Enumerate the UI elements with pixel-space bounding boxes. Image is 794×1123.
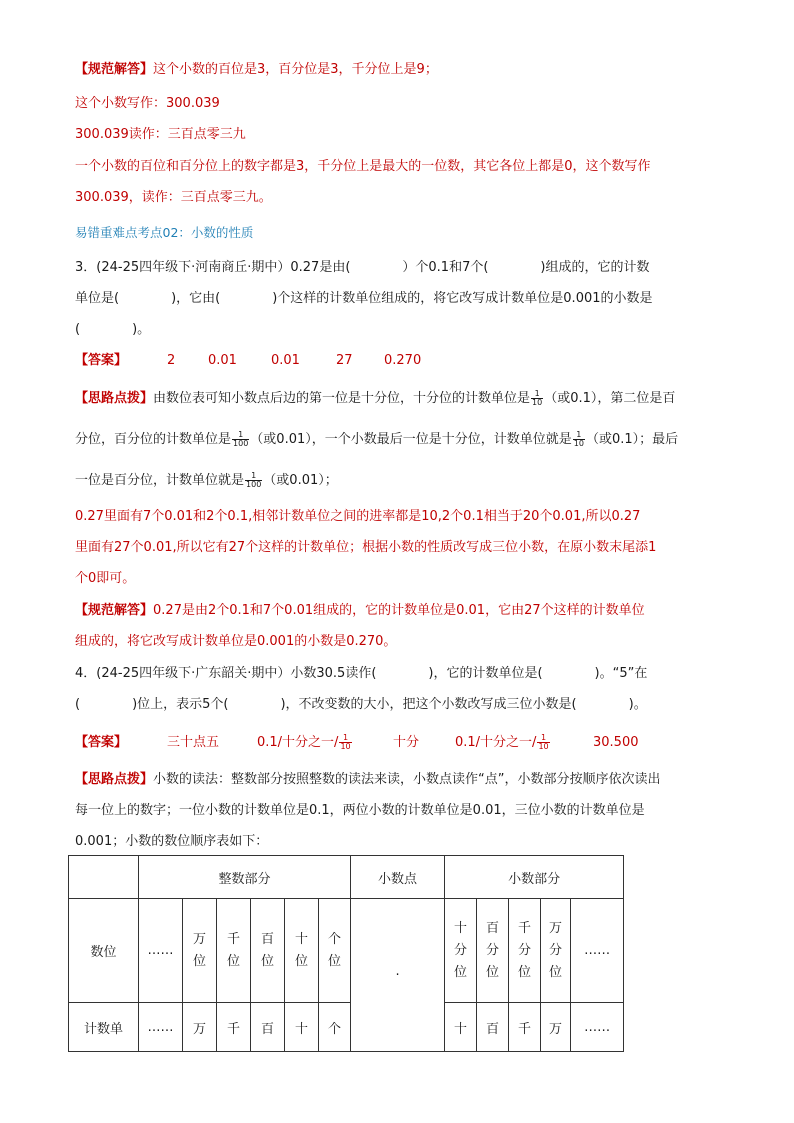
frac-den: 10 [340,742,351,751]
q3-solution-line-2: 组成的，将它改写成计数单位是0.001的小数是0.270。 [75,634,397,649]
place-char: 分 [486,942,500,958]
q3-answer-line [75,351,422,371]
place-char: 百 [486,920,500,936]
place-char: 分 [518,942,532,958]
frac-num: 1 [232,431,249,440]
place-ten-thousandths [541,899,571,1003]
q3-explanation-2: 里面有27个0.01,所以它有27个这样的计数单位；根据小数的性质改写成三位小数，在原小数末尾添1 [75,540,657,555]
fraction-one-hundredth [245,472,262,489]
q4-answer-2-text: 0.1/十分之一/ [257,735,339,750]
q3-explanation-1: 0.27里面有7个0.01和2个0.1,相邻计数单位之间的进率都是10,2个0.1相当于20个0.01,所以0.27 [75,509,641,524]
place-thousandths [509,899,541,1003]
place-char: 个 [328,931,342,947]
table-ellipsis: …… [139,899,183,1003]
read-number: 300.039读作：三百点零三九 [75,127,246,142]
q3-hint-text: （或0.01）； [263,473,338,488]
fraction-one-tenth [573,431,585,448]
hint-tag: 【思路点拨】 [75,772,154,787]
q4-answer-line [75,733,639,753]
q4-line-2: ( )位上，表示5个( )，不改变数的大小，把这个小数改写成三位小数是( )。 [75,697,647,712]
place-char: 位 [518,964,532,980]
q3-hint-line-1 [75,389,675,409]
place-hundreds [251,899,285,1003]
place-char: 分 [454,942,468,958]
fraction-one-tenth [537,734,549,751]
section-heading: 易错重难点考点02：小数的性质 [75,225,254,240]
table-ellipsis: …… [571,899,624,1003]
row-label-units: 计数单 [69,1003,139,1052]
frac-num: 1 [531,390,543,399]
q3-hint-line-2 [75,430,678,450]
frac-den: 100 [246,480,262,489]
fraction-one-tenth [531,390,543,407]
decimal-point-cell: · [351,899,445,1052]
answer-tag: 【答案】 [75,353,128,368]
q3-hint-text: （或0.01），一个小数最后一位是十分位，计数单位就是 [250,432,572,447]
place-char: 位 [486,964,500,980]
q3-solution-text: 0.27是由2个0.1和7个0.01组成的，它的计数单位是0.01，它由27个这样的计数单位 [153,603,645,618]
table-ellipsis: …… [139,1003,183,1052]
place-tenths [445,899,477,1003]
q3-line-3: ( )。 [75,322,151,337]
q3-answer-3: 0.01 [271,353,300,368]
unit-tenth: 十 [445,1003,477,1052]
place-char: 位 [294,953,308,969]
q3-line-2: 单位是( )，它由( )个这样的计数单位组成的，将它改写成计数单位是0.001的小数是 [75,291,653,306]
unit-ten: 十 [285,1003,319,1052]
unit-one: 个 [319,1003,351,1052]
row-label-places: 数位 [69,899,139,1003]
q3-hint-text: （或0.1）；最后 [585,432,679,447]
place-ten-thousands [183,899,217,1003]
place-char: 位 [226,953,240,969]
unit-hundredth: 百 [477,1003,509,1052]
place-char: 十 [294,931,308,947]
decimal-point-header: 小数点 [351,856,445,899]
solution-tag: 【规范解答】 [75,603,154,618]
decimal-part-header: 小数部分 [445,856,624,899]
q3-hint-text: （或0.1），第二位是百 [544,391,676,406]
q4-answer-2 [257,733,353,753]
frac-den: 10 [538,742,549,751]
frac-num: 1 [245,472,262,481]
q3-answer-4: 27 [336,353,353,368]
place-char: 千 [518,920,532,936]
q4-hint-line-2: 每一位上的数字；一位小数的计数单位是0.1，两位小数的计数单位是0.01，三位小数的计数单位是 [75,803,645,818]
place-thousands [217,899,251,1003]
q4-answer-4 [455,733,551,753]
q3-answer-2: 0.01 [208,353,237,368]
frac-den: 10 [532,398,543,407]
table-corner-cell [69,856,139,899]
q3-explanation-3: 个0即可。 [75,571,136,586]
unit-ten-thousand: 万 [183,1003,217,1052]
frac-den: 100 [233,439,249,448]
q3-hint-line-3 [75,471,338,491]
place-char: 位 [192,953,206,969]
place-ones [319,899,351,1003]
place-char: 万 [549,920,563,936]
solution-text: 这个小数的百位是3，百分位是3，千分位上是9； [153,62,438,77]
place-tens [285,899,319,1003]
q4-answer-3: 十分 [393,735,420,750]
q3-answer-5: 0.270 [384,353,422,368]
q4-hint-line-1 [75,770,661,790]
q4-hint-text: 小数的读法：整数部分按照整数的读法来读，小数点读作“点”，小数部分按顺序依次读出 [153,772,661,787]
q4-line-1: 4．(24-25四年级下·广东韶关·期中）小数30.5读作( )，它的计数单位是( )。“5”在 [75,666,648,681]
unit-hundred: 百 [251,1003,285,1052]
unit-thousand: 千 [217,1003,251,1052]
place-char: 位 [260,953,274,969]
table-ellipsis: …… [571,1003,624,1052]
place-char: 十 [454,920,468,936]
hint-tag: 【思路点拨】 [75,391,154,406]
q4-answer-5: 30.500 [593,735,639,750]
written-number: 这个小数写作：300.039 [75,96,220,111]
frac-num: 1 [573,431,585,440]
answer-tag: 【答案】 [75,735,128,750]
integer-part-header: 整数部分 [139,856,351,899]
place-char: 位 [549,964,563,980]
frac-num: 1 [537,734,549,743]
solution-tag: 【规范解答】 [75,62,154,77]
place-hundredths [477,899,509,1003]
q3-hint-text: 一位是百分位，计数单位就是 [75,473,245,488]
place-value-table [68,855,624,1052]
summary-line-1: 一个小数的百位和百分位上的数字都是3，千分位上是最大的一位数，其它各位上都是0，这个数写作 [75,159,651,174]
frac-den: 10 [573,439,584,448]
q3-hint-text: 分位，百分位的计数单位是 [75,432,232,447]
q4-answer-1: 三十点五 [167,735,220,750]
unit-thousandth: 千 [509,1003,541,1052]
fraction-one-tenth [339,734,351,751]
q3-solution-line-1 [75,601,645,621]
solution-line [75,60,438,80]
place-char: 百 [260,931,274,947]
unit-ten-thousandth: 万 [541,1003,571,1052]
summary-line-2: 300.039，读作：三百点零三九。 [75,190,272,205]
place-char: 位 [454,964,468,980]
place-char: 位 [328,953,342,969]
q3-hint-text: 由数位表可知小数点后边的第一位是十分位，十分位的计数单位是 [153,391,531,406]
place-char: 分 [549,942,563,958]
frac-num: 1 [339,734,351,743]
q4-answer-4-text: 0.1/十分之一/ [455,735,537,750]
fraction-one-hundredth [232,431,249,448]
q4-hint-line-3: 0.001；小数的数位顺序表如下： [75,834,269,849]
q3-line-1: 3．(24-25四年级下·河南商丘·期中）0.27是由( ）个0.1和7个( )组成的，它的计数 [75,260,650,275]
q3-answer-1: 2 [167,353,176,368]
place-char: 万 [192,931,206,947]
place-char: 千 [226,931,240,947]
